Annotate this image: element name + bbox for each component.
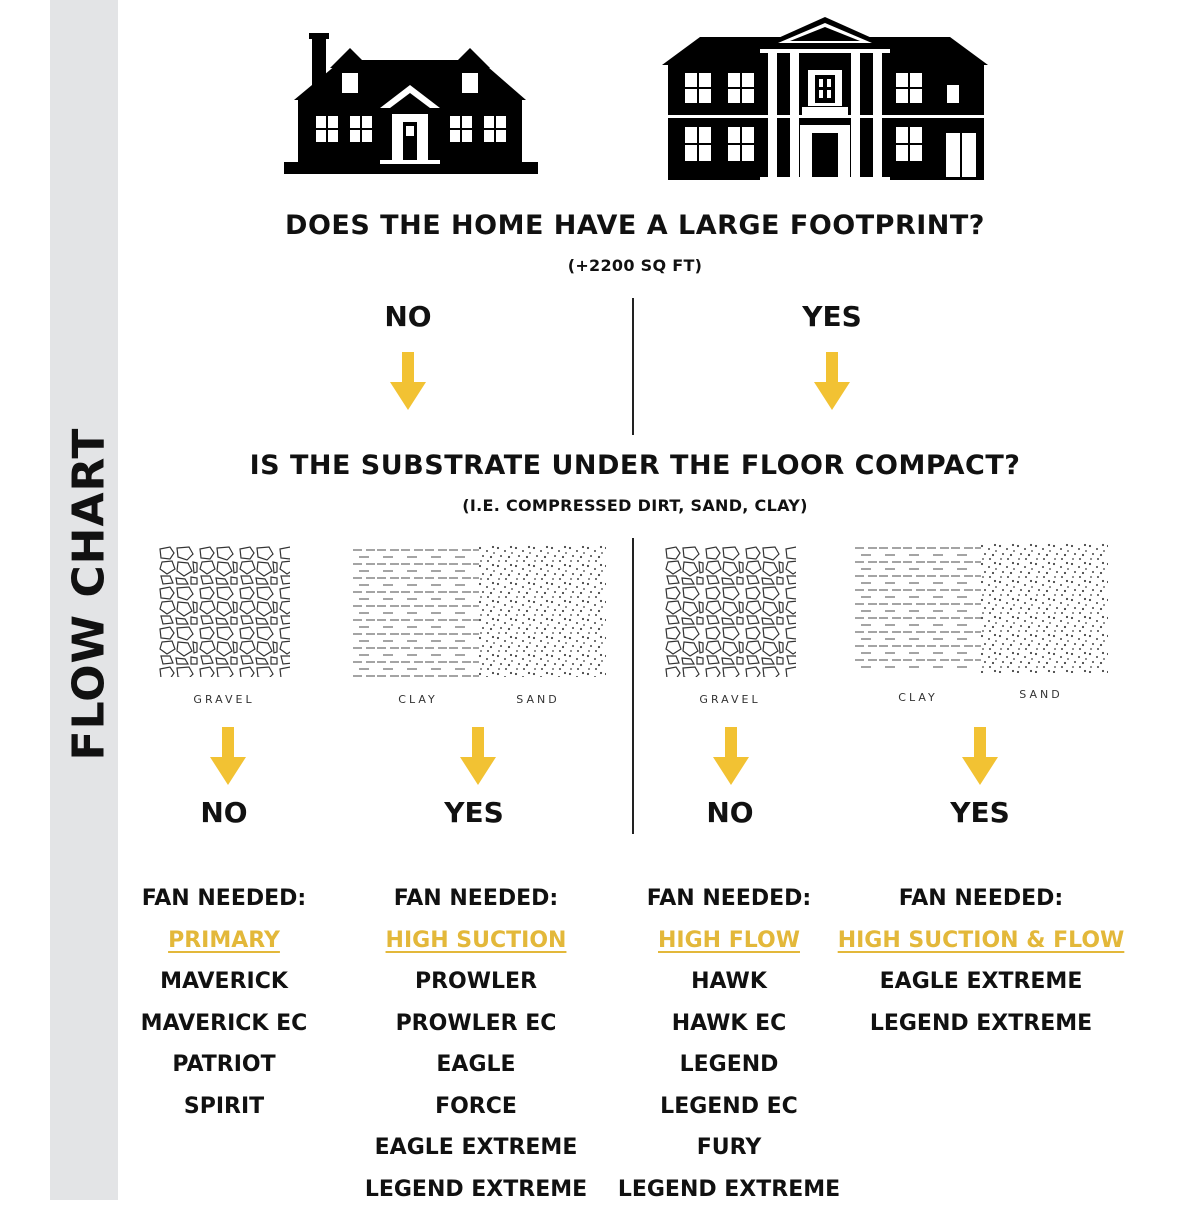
gravel-texture [664, 545, 796, 677]
result-column-high-suction [351, 878, 601, 1210]
fan-model: LEGEND EXTREME [604, 1169, 854, 1210]
sand-label: SAND [516, 693, 559, 706]
fan-needed-heading: FAN NEEDED: [836, 878, 1126, 920]
gravel-texture [158, 545, 290, 677]
fan-category-link[interactable]: HIGH FLOW [604, 920, 854, 962]
small-house-icon [280, 30, 542, 180]
fan-needed-heading: FAN NEEDED: [351, 878, 601, 920]
answer-no-footprint: NO [384, 300, 431, 333]
fan-model: PROWLER EC [351, 1003, 601, 1045]
answer-no-substrate: NO [200, 796, 247, 829]
fan-model: LEGEND EXTREME [836, 1003, 1126, 1045]
clay-sand-texture [352, 545, 606, 677]
answer-no-substrate: NO [706, 796, 753, 829]
result-column-high-suction-flow [836, 878, 1126, 1044]
fan-model: MAVERICK [99, 961, 349, 1003]
answer-yes-footprint: YES [802, 300, 862, 333]
question-footprint-note: (+2200 SQ FT) [180, 256, 1090, 275]
result-column-primary [99, 878, 349, 1127]
fan-needed-heading: FAN NEEDED: [604, 878, 854, 920]
divider-line [632, 298, 634, 435]
fan-model: LEGEND [604, 1044, 854, 1086]
arrow-down-icon [390, 352, 426, 410]
arrow-down-icon [210, 727, 246, 785]
clay-sand-texture [854, 543, 1108, 673]
divider-line [632, 538, 634, 834]
sand-label: SAND [1019, 688, 1062, 701]
fan-model: EAGLE [351, 1044, 601, 1086]
fan-category-link[interactable]: HIGH SUCTION [351, 920, 601, 962]
fan-model: EAGLE EXTREME [351, 1127, 601, 1169]
arrow-down-icon [460, 727, 496, 785]
question-substrate-note: (I.E. COMPRESSED DIRT, SAND, CLAY) [180, 496, 1090, 515]
fan-model: FORCE [351, 1086, 601, 1128]
clay-label: CLAY [898, 691, 937, 704]
answer-yes-substrate: YES [950, 796, 1010, 829]
fan-needed-heading: FAN NEEDED: [99, 878, 349, 920]
large-house-icon [660, 15, 990, 185]
question-large-footprint: DOES THE HOME HAVE A LARGE FOOTPRINT? [180, 210, 1090, 241]
fan-model: HAWK [604, 961, 854, 1003]
arrow-down-icon [814, 352, 850, 410]
gravel-label: GRAVEL [193, 693, 254, 706]
arrow-down-icon [962, 727, 998, 785]
gravel-label: GRAVEL [699, 693, 760, 706]
fan-model: PROWLER [351, 961, 601, 1003]
result-column-high-flow [604, 878, 854, 1210]
answer-yes-substrate: YES [444, 796, 504, 829]
fan-category-link[interactable]: HIGH SUCTION & FLOW [836, 920, 1126, 962]
fan-model: LEGEND EC [604, 1086, 854, 1128]
fan-model: PATRIOT [99, 1044, 349, 1086]
clay-label: CLAY [398, 693, 437, 706]
fan-model: HAWK EC [604, 1003, 854, 1045]
arrow-down-icon [713, 727, 749, 785]
fan-model: LEGEND EXTREME [351, 1169, 601, 1210]
fan-model: FURY [604, 1127, 854, 1169]
fan-model: MAVERICK EC [99, 1003, 349, 1045]
fan-model: SPIRIT [99, 1086, 349, 1128]
fan-category-link[interactable]: PRIMARY [99, 920, 349, 962]
fan-model: EAGLE EXTREME [836, 961, 1126, 1003]
question-substrate-compact: IS THE SUBSTRATE UNDER THE FLOOR COMPACT? [180, 450, 1090, 481]
flow-chart-title: FLOW CHART [64, 428, 115, 761]
